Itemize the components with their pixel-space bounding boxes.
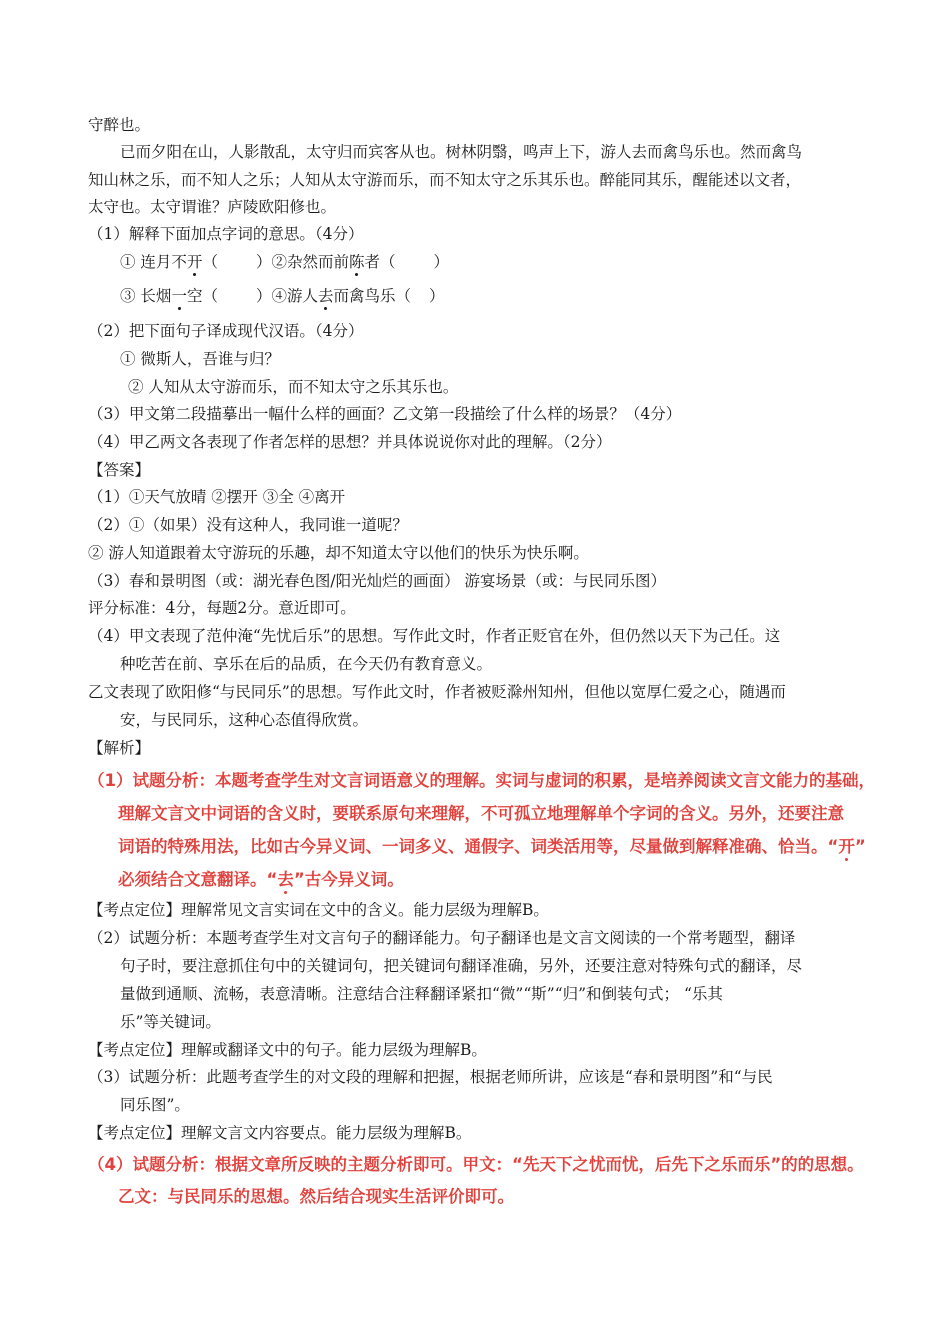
question-1-items-row2: ③ 长烟一空（ ）④游人去而禽鸟乐（ ） [120,287,445,305]
analysis-line: 量做到通顺、流畅，表意清晰。注意结合注释翻译紧扣“微”“斯”“归”和倒装句式； “乐其 [120,985,723,1003]
analysis-red-line: （1）试题分析：本题考查学生对文言词语意义的理解。实词与虚词的积累，是培养阅读文言文能力的基础， [88,771,875,790]
answer-line: （4）甲文表现了范仲淹“先忧后乐”的思想。写作此文时，作者正贬官在外，但仍然以天下为己任。这 [88,627,781,645]
answer-heading: 【答案】 [88,461,151,479]
analysis-line: （3）试题分析：此题考查学生的对文段的理解和把握，根据老师所讲，应该是“春和景明图”和“与民 [88,1068,773,1086]
analysis-red-line: 理解文言文中词语的含义时，要联系原句来理解，不可孤立地理解单个字词的含义。另外，还要注意 [118,804,844,823]
analysis-heading: 【解析】 [88,739,151,757]
answer-line: 种吃苦在前、享乐在后的品质，在今天仍有教育意义。 [120,655,493,673]
question-1-title: （1）解释下面加点字词的意思。（4分） [88,225,364,243]
analysis-line: 乐”等关键词。 [120,1013,221,1031]
answer-line: （2）①（如果）没有这种人，我同谁一道呢？ [88,516,408,534]
analysis-red-line: 乙文：与民同乐的思想。然后结合现实生活评价即可。 [118,1187,514,1206]
emphasis-dot-char: 开 [186,253,203,271]
question-2-sentence: ① 微斯人，吾谁与归？ [120,350,280,368]
emphasis-dot-char: 去 [277,870,294,889]
question-2-sentence: ② 人知从太守游而乐，而不知太守之乐其乐也。 [128,378,459,396]
emphasis-dot-char: 去 [318,287,334,305]
emphasis-dot-char: 陈 [349,253,365,271]
question-1-items-row1: ① 连月不开（ ）②杂然而前陈者（ ） [120,253,450,271]
key-point: 【考点定位】理解文言文内容要点。能力层级为理解B。 [88,1124,472,1142]
question-4: （4）甲乙两文各表现了作者怎样的思想？并具体说说你对此的理解。（2分） [88,433,612,451]
question-3: （3）甲文第二段描摹出一幅什么样的画面？乙文第一段描绘了什么样的场景？（4分） [88,405,682,423]
answer-line: （3）春和景明图（或：湖光春色图/阳光灿烂的画面） 游宴场景（或：与民同乐图） [88,572,667,590]
passage-line: 已而夕阳在山，人影散乱，太守归而宾客从也。树林阴翳，鸣声上下，游人去而禽鸟乐也。然而禽鸟 [120,143,803,161]
answer-line: ② 游人知道跟着太守游玩的乐趣，却不知道太守以他们的快乐为快乐啊。 [88,544,589,562]
analysis-red-line: 必须结合文意翻译。“去”古今异义词。 [118,870,404,889]
answer-line: 安，与民同乐，这种心态值得欣赏。 [120,711,369,729]
passage-line: 太守也。太守谓谁？庐陵欧阳修也。 [88,198,337,216]
passage-line: 守醉也。 [88,116,151,134]
passage-line: 知山林之乐，而不知人之乐；人知从太守游而乐，而不知太守之乐其乐也。醉能同其乐，醒能述以文者， [88,171,802,189]
scoring-standard: 评分标准：4分，每题2分。意近即可。 [88,599,356,617]
key-point: 【考点定位】理解常见文言实词在文中的含义。能力层级为理解B。 [88,901,549,919]
emphasis-dot-char: 一 [171,287,187,305]
analysis-line: 同乐图”。 [120,1096,190,1114]
emphasis-dot-char: 开 [838,837,855,856]
question-2-title: （2）把下面句子译成现代汉语。（4分） [88,322,364,340]
answer-line: 乙文表现了欧阳修“与民同乐”的思想。写作此文时，作者被贬滁州知州，但他以宽厚仁爱之心，随遇而 [88,683,786,701]
analysis-line: （2）试题分析：本题考查学生对文言句子的翻译能力。句子翻译也是文言文阅读的一个常考题型，翻译 [88,929,796,947]
analysis-red-line: （4）试题分析：根据文章所反映的主题分析即可。甲文：“先天下之忧而忧，后先下之乐而乐”的的思想。 [88,1155,864,1174]
key-point: 【考点定位】理解或翻译文中的句子。能力层级为理解B。 [88,1041,487,1059]
answer-line: （1）①天气放晴 ②摆开 ③全 ④离开 [88,488,346,506]
analysis-line: 句子时，要注意抓住句中的关键词句，把关键词句翻译准确，另外，还要注意对特殊句式的翻译，尽 [120,957,803,975]
analysis-red-line: 词语的特殊用法，比如古今异义词、一词多义、通假字、词类活用等，尽量做到解释准确、恰当。“开” [118,837,866,856]
